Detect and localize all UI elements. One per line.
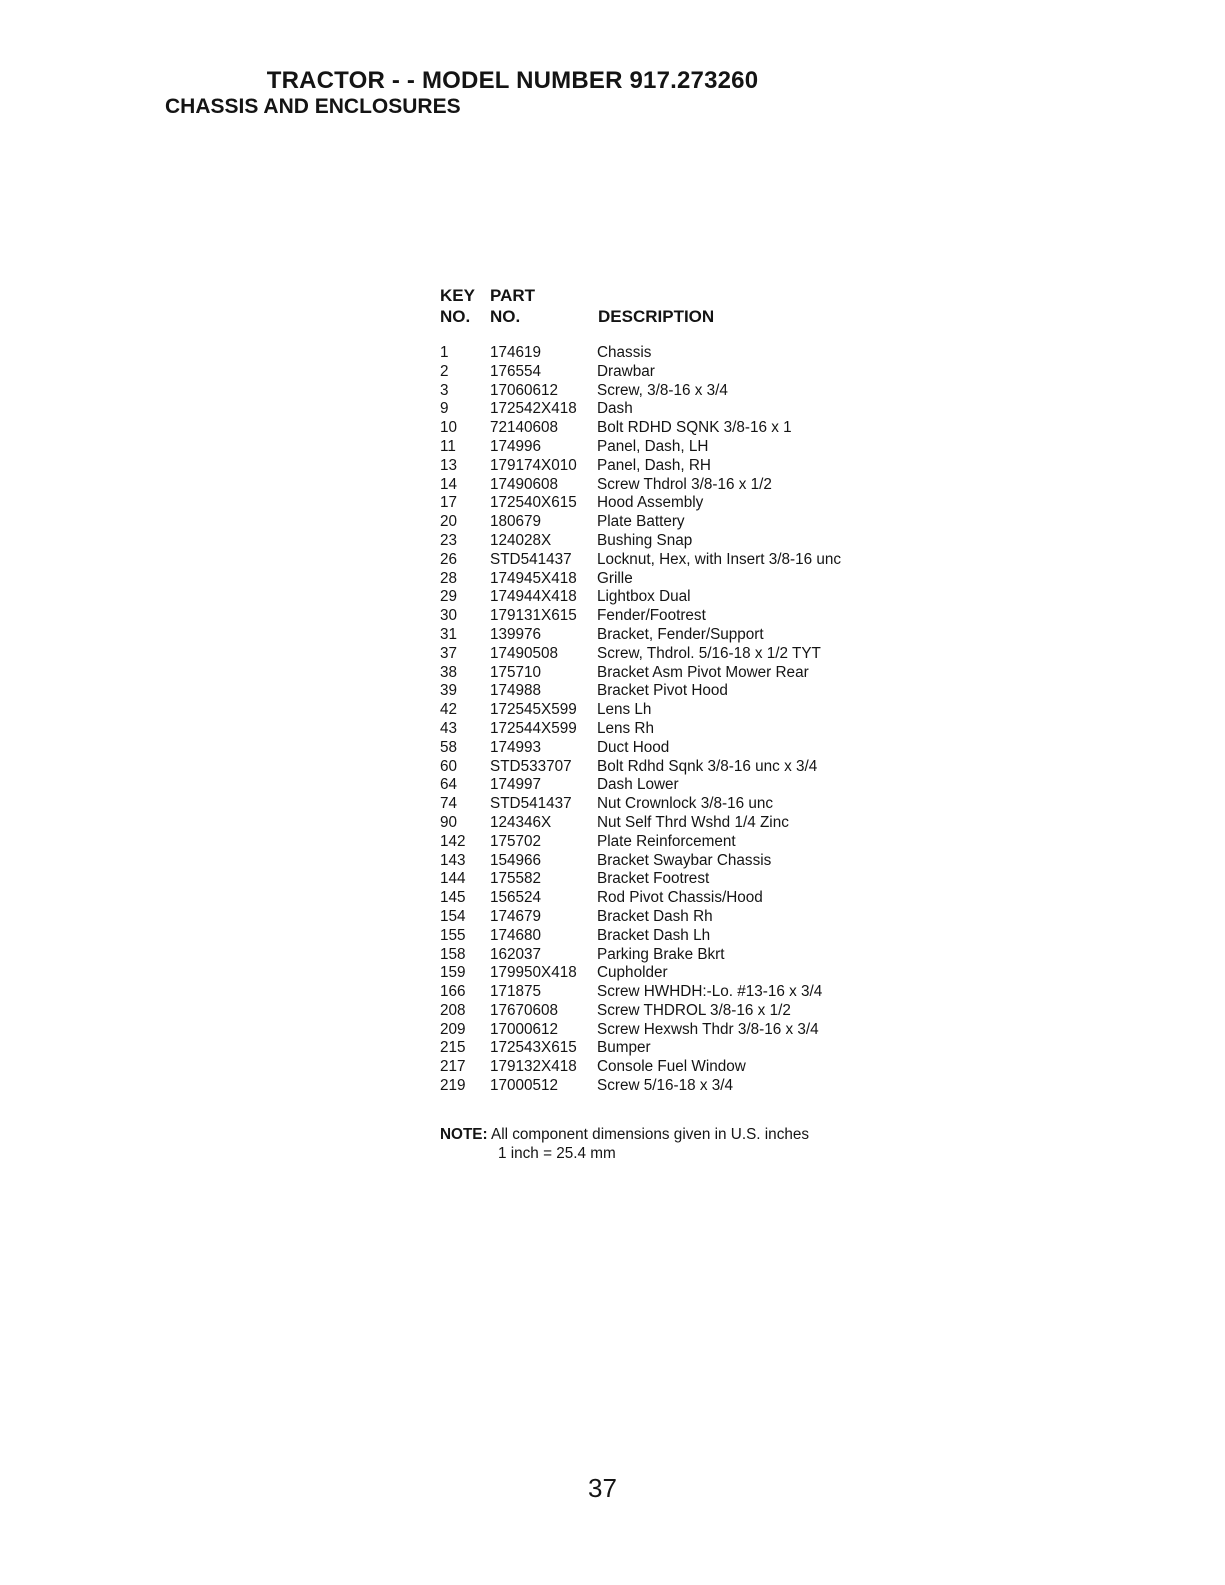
table-row [440,457,900,476]
table-row [440,739,900,758]
part-description: Panel, Dash, LH [597,437,709,455]
part-description: Dash Lower [597,776,679,794]
table-row [440,1077,900,1096]
part-no: 175702 [490,832,542,850]
part-no: 17670608 [490,1001,559,1019]
table-row [440,776,900,795]
part-description: Dash [597,400,633,418]
table-row [440,1039,900,1058]
key-no: 9 [440,400,449,418]
part-description: Console Fuel Window [597,1058,746,1076]
part-description: Screw, 3/8-16 x 3/4 [597,381,728,399]
part-no: 17060612 [490,381,559,399]
part-no: 180679 [490,513,542,531]
part-no: STD541437 [490,795,572,813]
table-row [440,908,900,927]
table-row [440,1058,900,1077]
key-no: 60 [440,757,458,775]
key-no: 11 [440,437,456,455]
part-no: 174619 [490,344,542,361]
part-no: 175582 [490,870,542,888]
table-row [440,795,900,814]
part-description: Bracket Dash Lh [597,926,711,944]
table-row [440,720,900,739]
key-no: 1 [440,344,449,361]
part-description: Duct Hood [597,738,670,756]
key-no: 10 [440,419,458,437]
parts-list [440,344,900,1096]
key-no: 144 [440,870,466,888]
part-no: 174945X418 [490,569,577,587]
part-description: Bracket, Fender/Support [597,625,764,643]
key-no: 43 [440,719,458,737]
table-row [440,645,900,664]
part-no: 176554 [490,362,542,380]
part-no: 175710 [490,663,542,681]
key-no: 145 [440,889,466,907]
table-row [440,889,900,908]
table-row [440,833,900,852]
part-no: 124028X [490,531,552,549]
part-no: 162037 [490,945,542,963]
part-no: 17490608 [490,475,559,493]
table-row [440,570,900,589]
key-no: 23 [440,531,458,549]
table-row [440,1002,900,1021]
key-no: 90 [440,813,458,831]
table-row [440,494,900,513]
key-no: 209 [440,1020,466,1038]
part-description: Screw HWHDH:-Lo. #13-16 x 3/4 [597,983,823,1001]
key-no: 20 [440,513,458,531]
part-no: 179950X418 [490,964,577,982]
key-no: 29 [440,588,458,606]
key-no: 42 [440,701,458,719]
part-description: Bumper [597,1039,651,1057]
key-no: 219 [440,1077,466,1095]
part-description: Plate Battery [597,513,685,531]
key-no: 155 [440,926,466,944]
part-no: 156524 [490,889,542,907]
part-no: 139976 [490,625,542,643]
key-no: 17 [440,494,458,512]
table-row [440,382,900,401]
part-no: 179174X010 [490,456,577,474]
page-title: TRACTOR - - MODEL NUMBER 917.273260 [266,67,759,94]
part-description: Drawbar [597,362,655,380]
page-number: 37 [588,1473,617,1503]
part-description: Hood Assembly [597,494,704,512]
part-no: 172545X599 [490,701,577,719]
part-no: STD541437 [490,550,572,568]
part-no: 174988 [490,682,542,700]
part-description: Cupholder [597,964,668,982]
part-no: 174680 [490,926,542,944]
table-row [440,1021,900,1040]
key-no: 208 [440,1001,466,1019]
part-description: Plate Reinforcement [597,832,736,850]
table-row [440,701,900,720]
note-line1: All component dimensions given in U.S. inches [491,1126,810,1143]
part-description: Panel, Dash, RH [597,456,711,474]
part-description: Lens Lh [597,701,652,719]
key-no: 14 [440,475,458,493]
part-description: Chassis [597,344,652,361]
part-description: Screw THDROL 3/8-16 x 1/2 [597,1001,791,1019]
part-no: 174679 [490,907,542,925]
key-no: 39 [440,682,458,700]
key-no: 158 [440,945,466,963]
key-no: 142 [440,832,466,850]
part-description: Lightbox Dual [597,588,691,606]
part-no: 172540X615 [490,494,577,512]
table-row [440,870,900,889]
key-no: 215 [440,1039,466,1057]
table-row [440,476,900,495]
part-description: Rod Pivot Chassis/Hood [597,889,763,907]
key-no: 31 [440,625,458,643]
part-description: Parking Brake Bkrt [597,945,725,963]
table-row [440,946,900,965]
note-line2: 1 inch = 25.4 mm [498,1145,616,1162]
key-no: 37 [440,644,458,662]
key-no: 3 [440,381,449,399]
part-description: Bracket Asm Pivot Mower Rear [597,663,809,681]
part-no: 179132X418 [490,1058,577,1076]
header-key-line1: KEY [440,286,475,305]
key-no: 38 [440,663,458,681]
part-no: 72140608 [490,419,559,437]
part-no: 171875 [490,983,542,1001]
part-no: 17000512 [490,1077,559,1095]
part-no: 172544X599 [490,719,577,737]
key-no: 166 [440,983,466,1001]
part-description: Bracket Dash Rh [597,907,713,925]
key-no: 26 [440,550,458,568]
part-description: Nut Self Thrd Wshd 1/4 Zinc [597,813,789,831]
table-row [440,513,900,532]
table-row [440,964,900,983]
table-row [440,852,900,871]
note [440,1125,809,1144]
table-row [440,551,900,570]
part-description: Grille [597,569,633,587]
part-no: 174944X418 [490,588,577,606]
part-no: 154966 [490,851,542,869]
table-row [440,758,900,777]
part-description: Screw, Thdrol. 5/16-18 x 1/2 TYT [597,644,821,662]
table-row [440,664,900,683]
part-description: Fender/Footrest [597,607,706,625]
key-no: 30 [440,607,458,625]
header-part-line2: NO. [490,307,521,326]
table-row [440,814,900,833]
key-no: 13 [440,456,458,474]
table-row [440,607,900,626]
key-no: 28 [440,569,458,587]
part-description: Bushing Snap [597,531,693,549]
section-title: CHASSIS AND ENCLOSURES [165,95,461,118]
part-no: STD533707 [490,757,572,775]
table-row [440,532,900,551]
table-row [440,438,900,457]
part-description: Screw Hexwsh Thdr 3/8-16 x 3/4 [597,1020,819,1038]
key-no: 64 [440,776,458,794]
table-row [440,419,900,438]
table-row [440,400,900,419]
part-no: 124346X [490,813,552,831]
key-no: 159 [440,964,466,982]
table-row [440,588,900,607]
key-no: 74 [440,795,458,813]
part-no: 17490508 [490,644,559,662]
part-description: Bolt RDHD SQNK 3/8-16 x 1 [597,419,792,437]
part-description: Lens Rh [597,719,654,737]
part-no: 172543X615 [490,1039,577,1057]
part-description: Bracket Swaybar Chassis [597,851,772,869]
key-no: 58 [440,738,458,756]
key-no: 217 [440,1058,466,1076]
key-no: 143 [440,851,466,869]
part-description: Screw 5/16-18 x 3/4 [597,1077,734,1095]
table-row [440,682,900,701]
header-part-line1: PART [490,286,536,305]
table-row [440,344,900,363]
part-description: Nut Crownlock 3/8-16 unc [597,795,773,813]
table-row [440,363,900,382]
key-no: 2 [440,362,449,380]
table-row [440,927,900,946]
part-description: Bolt Rdhd Sqnk 3/8-16 unc x 3/4 [597,757,818,775]
part-no: 172542X418 [490,400,577,418]
part-description: Bracket Pivot Hood [597,682,728,700]
part-no: 174996 [490,437,542,455]
part-description: Bracket Footrest [597,870,710,888]
part-description: Screw Thdrol 3/8-16 x 1/2 [597,475,772,493]
part-no: 174997 [490,776,542,794]
header-key-line2: NO. [440,307,471,326]
part-description: Locknut, Hex, with Insert 3/8-16 unc [597,550,842,568]
part-no: 179131X615 [490,607,577,625]
part-no: 17000612 [490,1020,559,1038]
header-description: DESCRIPTION [598,307,715,326]
table-row [440,983,900,1002]
note-label: NOTE: [440,1126,488,1143]
table-row [440,626,900,645]
key-no: 154 [440,907,466,925]
part-no: 174993 [490,738,542,756]
